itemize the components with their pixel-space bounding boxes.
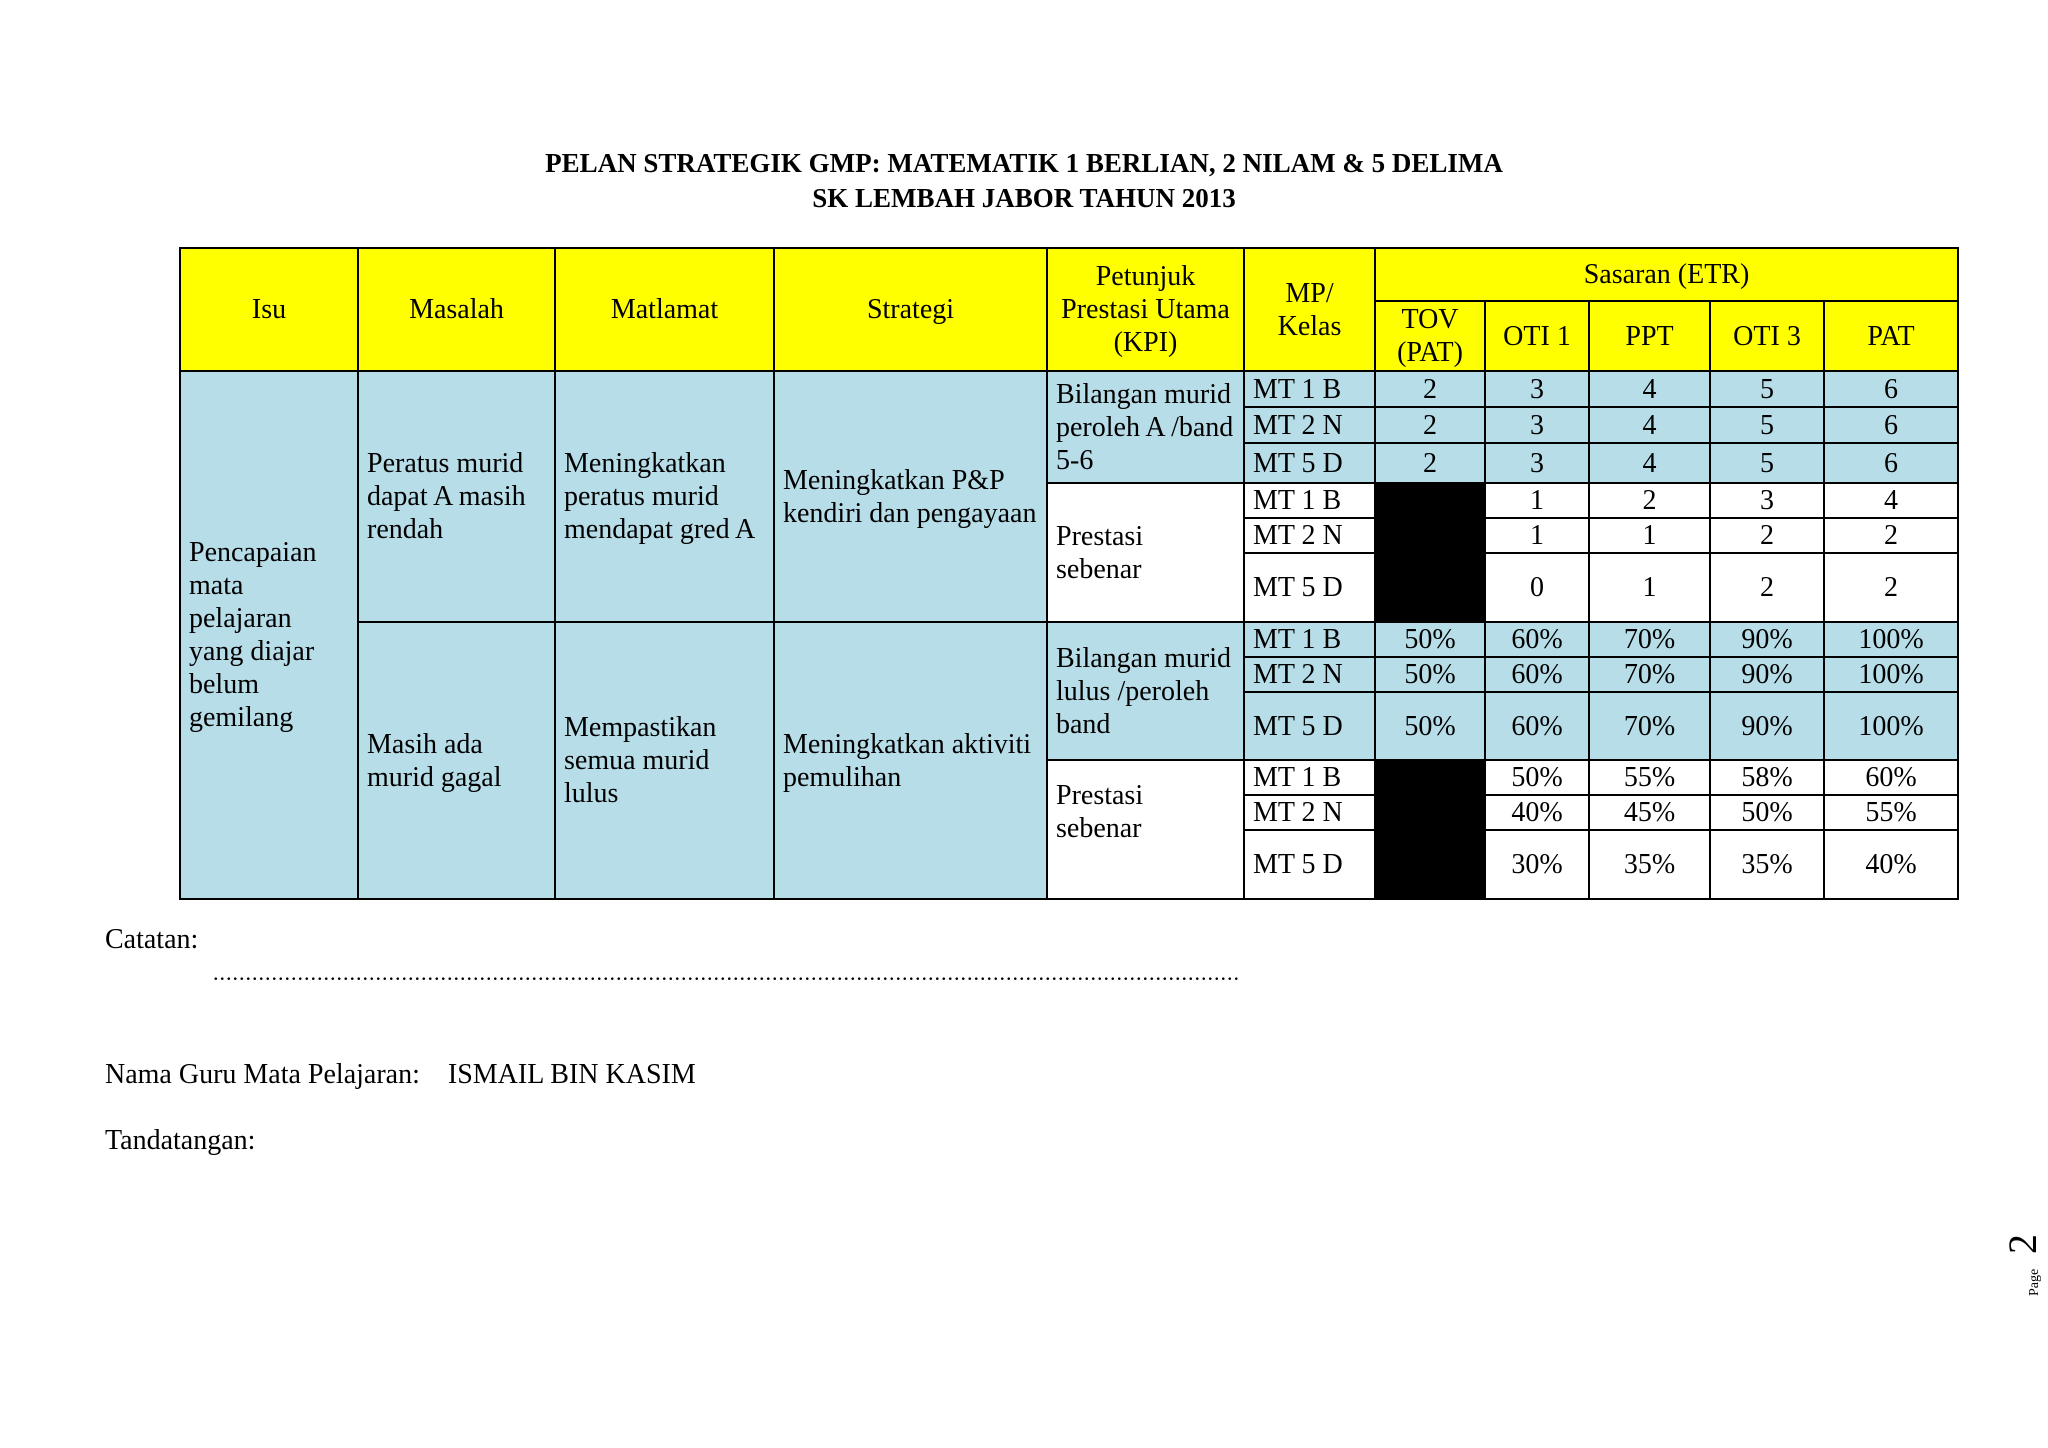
tandatangan-label: Tandatangan: <box>105 1125 256 1156</box>
s2-t1-oti3: 90% <box>1710 657 1824 692</box>
s2-t1-kelas: MT 2 N <box>1244 657 1375 692</box>
s1-a0-kelas: MT 1 B <box>1244 483 1375 518</box>
page-number-mark <box>2000 1212 2045 1302</box>
s1-a0-oti3: 3 <box>1710 483 1824 518</box>
s1-masalah: Peratus murid dapat A masih rendah <box>358 371 555 622</box>
s1-t1-oti1: 3 <box>1485 407 1589 443</box>
s2-t2-ppt: 70% <box>1589 692 1710 760</box>
s2-a2-kelas: MT 5 D <box>1244 830 1375 899</box>
s2-t2-oti1: 60% <box>1485 692 1589 760</box>
s2-t0-tov: 50% <box>1375 622 1485 657</box>
header-oti3: OTI 3 <box>1710 301 1824 371</box>
s1-t2-ppt: 4 <box>1589 443 1710 483</box>
s2-a0-kelas: MT 1 B <box>1244 760 1375 795</box>
s2-a1-kelas: MT 2 N <box>1244 795 1375 830</box>
header-sasaran: Sasaran (ETR) <box>1375 248 1958 301</box>
s1-t1-kelas: MT 2 N <box>1244 407 1375 443</box>
s1-a1-ppt: 1 <box>1589 518 1710 553</box>
header-masalah: Masalah <box>358 248 555 371</box>
s2-strategi: Meningkatkan aktiviti pemulihan <box>774 622 1047 899</box>
header-ppt: PPT <box>1589 301 1710 371</box>
s2-a0-ppt: 55% <box>1589 760 1710 795</box>
s2-a2-ppt: 35% <box>1589 830 1710 899</box>
s1-a0-oti1: 1 <box>1485 483 1589 518</box>
s2-a2-oti3: 35% <box>1710 830 1824 899</box>
s1-a2-oti3: 2 <box>1710 553 1824 622</box>
s1-a2-oti1: 0 <box>1485 553 1589 622</box>
s2-a0-oti1: 50% <box>1485 760 1589 795</box>
s1-tov-redacted <box>1375 483 1485 622</box>
s2-t0-kelas: MT 1 B <box>1244 622 1375 657</box>
header-kpi: Petunjuk Prestasi Utama (KPI) <box>1047 248 1244 371</box>
s1-t2-pat: 6 <box>1824 443 1958 483</box>
s1-a1-oti1: 1 <box>1485 518 1589 553</box>
s1-a2-ppt: 1 <box>1589 553 1710 622</box>
page-label: Page <box>2027 1268 2042 1296</box>
s2-kpi-target: Bilangan murid lulus /peroleh band <box>1047 622 1244 760</box>
s2-tov-redacted <box>1375 760 1485 899</box>
s2-t2-tov: 50% <box>1375 692 1485 760</box>
s1-t0-kelas: MT 1 B <box>1244 371 1375 407</box>
page-number: 2 <box>2000 1234 2045 1254</box>
s1-a0-ppt: 2 <box>1589 483 1710 518</box>
s2-t2-pat: 100% <box>1824 692 1958 760</box>
s2-t2-oti3: 90% <box>1710 692 1824 760</box>
guru-line <box>105 1059 696 1091</box>
s1-a2-kelas: MT 5 D <box>1244 553 1375 622</box>
s2-a1-pat: 55% <box>1824 795 1958 830</box>
s2-t1-oti1: 60% <box>1485 657 1589 692</box>
strategic-plan-table <box>179 247 1959 900</box>
guru-name: ISMAIL BIN KASIM <box>447 1059 696 1090</box>
s2-t1-tov: 50% <box>1375 657 1485 692</box>
s1-kpi-target: Bilangan murid peroleh A /band 5-6 <box>1047 371 1244 483</box>
s2-t1-pat: 100% <box>1824 657 1958 692</box>
s1-t1-tov: 2 <box>1375 407 1485 443</box>
s2-a2-oti1: 30% <box>1485 830 1589 899</box>
s1-t0-tov: 2 <box>1375 371 1485 407</box>
s2-t0-oti1: 60% <box>1485 622 1589 657</box>
s1-t2-tov: 2 <box>1375 443 1485 483</box>
s2-a1-ppt: 45% <box>1589 795 1710 830</box>
s1-t0-pat: 6 <box>1824 371 1958 407</box>
s1-kpi-actual: Prestasi sebenar <box>1047 483 1244 622</box>
s2-kpi-actual: Prestasi sebenar <box>1047 760 1244 899</box>
s1-t1-oti3: 5 <box>1710 407 1824 443</box>
s1-t0-ppt: 4 <box>1589 371 1710 407</box>
header-matlamat: Matlamat <box>555 248 774 371</box>
header-strategi: Strategi <box>774 248 1047 371</box>
s2-a2-pat: 40% <box>1824 830 1958 899</box>
s2-masalah: Masih ada murid gagal <box>358 622 555 899</box>
s1-a1-pat: 2 <box>1824 518 1958 553</box>
s2-t2-kelas: MT 5 D <box>1244 692 1375 760</box>
s1-t2-kelas: MT 5 D <box>1244 443 1375 483</box>
s1-t2-oti1: 3 <box>1485 443 1589 483</box>
header-tov: TOV (PAT) <box>1375 301 1485 371</box>
s2-a0-oti3: 58% <box>1710 760 1824 795</box>
s2-a1-oti3: 50% <box>1710 795 1824 830</box>
s2-a0-pat: 60% <box>1824 760 1958 795</box>
cell-isu: Pencapaian mata pelajaran yang diajar belum gemilang <box>180 371 358 899</box>
s2-t1-ppt: 70% <box>1589 657 1710 692</box>
header-pat: PAT <box>1824 301 1958 371</box>
header-oti1: OTI 1 <box>1485 301 1589 371</box>
s1-t2-oti3: 5 <box>1710 443 1824 483</box>
page-number-svg <box>2000 1212 2045 1302</box>
catatan-label: Catatan: <box>105 924 199 955</box>
s1-strategi: Meningkatkan P&P kendiri dan pengayaan <box>774 371 1047 622</box>
s1-matlamat: Meningkatkan peratus murid mendapat gred A <box>555 371 774 622</box>
s2-t0-oti3: 90% <box>1710 622 1824 657</box>
s2-t0-pat: 100% <box>1824 622 1958 657</box>
s1-a0-pat: 4 <box>1824 483 1958 518</box>
guru-label: Nama Guru Mata Pelajaran: <box>105 1059 420 1090</box>
s1-a1-oti3: 2 <box>1710 518 1824 553</box>
catatan-dotted-line: .............................................................................................................................................................. <box>213 960 1240 985</box>
title-line-2: SK LEMBAH JABOR TAHUN 2013 <box>812 183 1236 213</box>
s1-t1-ppt: 4 <box>1589 407 1710 443</box>
s1-a1-kelas: MT 2 N <box>1244 518 1375 553</box>
document-title <box>0 146 2048 216</box>
header-kelas: MP/ Kelas <box>1244 248 1375 371</box>
title-line-1: PELAN STRATEGIK GMP: MATEMATIK 1 BERLIAN, 2 NILAM & 5 DELIMA <box>545 148 1503 178</box>
s2-t0-ppt: 70% <box>1589 622 1710 657</box>
s1-t1-pat: 6 <box>1824 407 1958 443</box>
s2-a1-oti1: 40% <box>1485 795 1589 830</box>
s1-t0-oti1: 3 <box>1485 371 1589 407</box>
header-isu: Isu <box>180 248 358 371</box>
s1-t0-oti3: 5 <box>1710 371 1824 407</box>
s1-a2-pat: 2 <box>1824 553 1958 622</box>
s2-matlamat: Mempastikan semua murid lulus <box>555 622 774 899</box>
